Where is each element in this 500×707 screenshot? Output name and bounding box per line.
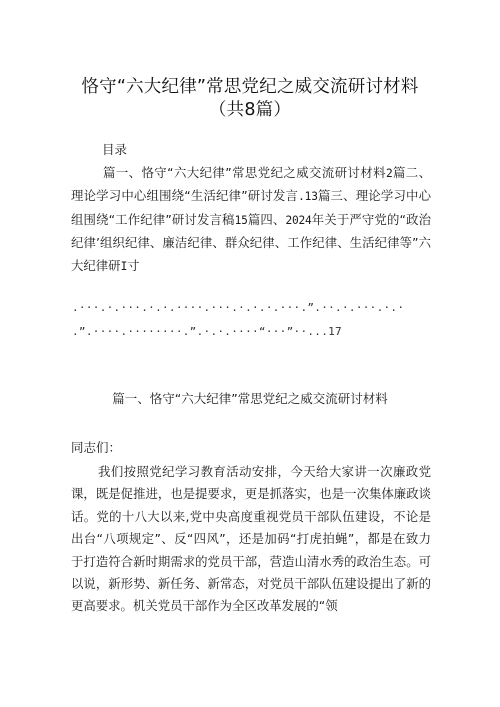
toc-leader-dots-line-2: .”.····.········.”.·.·.····“···”··...17 [72, 325, 342, 338]
toc-entry-3-text: 篇三、理论学习中心组围绕“工作纪律”研讨发言稿 [71, 188, 431, 227]
toc-leader-dots-line-1: .···.·.···.·.·.····.···.·.·.·.···.”.··.·.···.·.· [72, 301, 405, 314]
body-paragraph: 我们按照党纪学习教育活动安排，今天给大家讲一次廉政党课，既是促推进，也是提要求，更是抓落实，也是一次集体廉政谈话。党的十八大以来,党中央高度重视党员干部队伍建设，不论是出台“八项规定”、反“四风”，还是加码“打虎拍蝇”，都是在致力于打造符合新时期需求的党员干部，营造山清水秀的政治生态。可以说，新形势、新任务、新常态，对党员干部队伍建设提出了新的更高要求。机关党员干部作为全区改革发展的“领 [71, 464, 431, 614]
toc-entry-2-text: 篇二、理论学习中心组围绕“生活纪律”研讨发言 [71, 165, 431, 204]
toc-entry-4-year: 2024 [285, 213, 312, 227]
section-heading: 篇一、恪守“六大纪律”常思党纪之威交流研讨材料 [112, 391, 388, 406]
toc-entry-4-prefix: 篇四、 [247, 211, 286, 227]
toc-entry-1-page: 2 [385, 167, 393, 180]
toc-entry-3-page: 15 [234, 213, 248, 227]
toc-entry-4-suffix: 寸 [127, 257, 140, 273]
toc-entry-4-text: 年关于严守党的“政治纪律’组织纪律、廉洁纪律、群众纪律、工作纪律、生活纪律等”六大纪律研 [71, 211, 432, 273]
document-title: 恪守“六大纪律”常思党纪之威交流研讨材料（共8篇） [81, 77, 419, 120]
toc-entry-4-glyph: I [120, 259, 128, 273]
toc-entry-1-text: 篇一、恪守“六大纪律”常思党纪之威交流研讨材料 [103, 165, 386, 180]
toc-heading: 目录 [102, 142, 128, 157]
salutation: 同志们： [71, 440, 122, 455]
toc-entry-2-page: .13 [298, 190, 318, 204]
toc-entries [71, 162, 431, 278]
